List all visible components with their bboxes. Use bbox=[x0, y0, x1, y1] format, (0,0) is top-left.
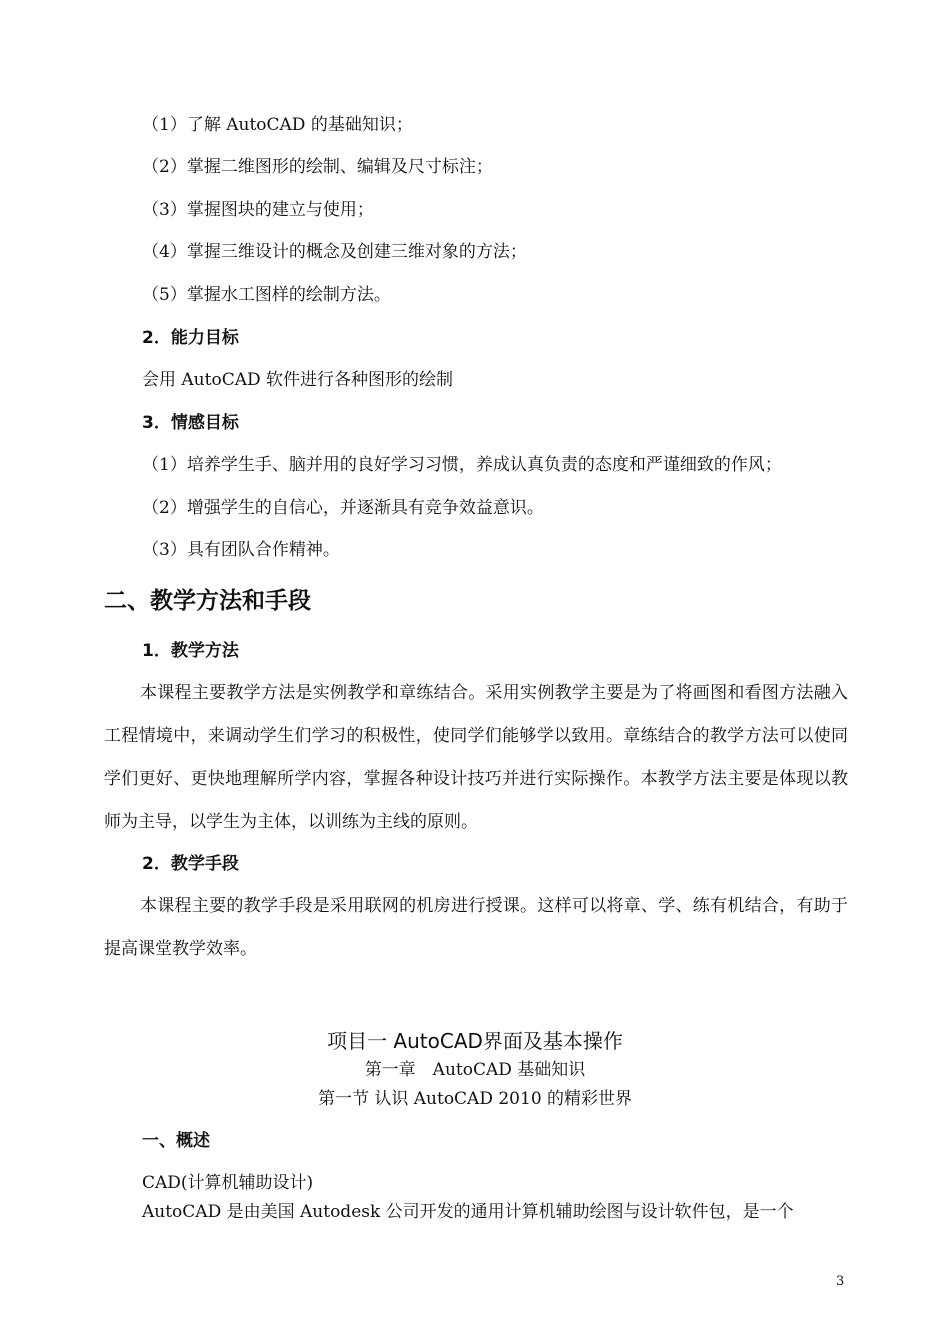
means-heading: 2．教学手段 bbox=[142, 854, 239, 874]
section-title: 第一节 认识 AutoCAD 2010 的精彩世界 bbox=[317, 1089, 633, 1109]
knowledge-goal-4: （4）掌握三维设计的概念及创建三维对象的方法； bbox=[142, 242, 527, 262]
cad-definition: CAD(计算机辅助设计) bbox=[142, 1173, 314, 1193]
knowledge-goal-1: （1）了解 AutoCAD 的基础知识； bbox=[142, 115, 413, 135]
emotion-goal-2: （2）增强学生的自信心，并逐渐具有竞争效益意识。 bbox=[142, 498, 544, 518]
method-paragraph bbox=[104, 672, 848, 844]
section-heading: 二、教学方法和手段 bbox=[104, 588, 311, 614]
chapter-title: 第一章 AutoCAD 基础知识 bbox=[364, 1060, 586, 1080]
ability-goal-heading: 2．能力目标 bbox=[142, 328, 239, 348]
knowledge-goal-5: （5）掌握水工图样的绘制方法。 bbox=[142, 285, 391, 305]
page-number: 3 bbox=[836, 1274, 845, 1289]
autocad-intro: AutoCAD 是由美国 Autodesk 公司开发的通用计算机辅助绘图与设计软件包，是一个 bbox=[142, 1202, 794, 1222]
emotion-goal-3: （3）具有团队合作精神。 bbox=[142, 540, 340, 560]
emotion-goal-heading: 3．情感目标 bbox=[142, 413, 239, 433]
emotion-goal-1: （1）培养学生手、脑并用的良好学习习惯，养成认真负责的态度和严谨细致的作风； bbox=[142, 455, 782, 475]
ability-goal-text: 会用 AutoCAD 软件进行各种图形的绘制 bbox=[142, 370, 454, 390]
method-heading: 1．教学方法 bbox=[142, 641, 239, 661]
method-text: 本课程主要教学方法是实例教学和章练结合。采用实例教学主要是为了将画图和看图方法融入工程情境中，来调动学生们学习的积极性，使同学们能够学以致用。章练结合的教学方法可以使同学们更好、更快地理解所学内容，掌握各种设计技巧并进行实际操作。本教学方法主要是体现以教师为主导，以学生为主体，以训练为主线的原则。 bbox=[104, 683, 848, 832]
knowledge-goal-3: （3）掌握图块的建立与使用； bbox=[142, 200, 374, 220]
overview-heading: 一、概述 bbox=[142, 1131, 210, 1151]
means-paragraph bbox=[104, 885, 848, 971]
knowledge-goal-2: （2）掌握二维图形的绘制、编辑及尺寸标注； bbox=[142, 157, 493, 177]
means-text: 本课程主要的教学手段是采用联网的机房进行授课。这样可以将章、学、练有机结合，有助于提高课堂教学效率。 bbox=[104, 896, 848, 959]
project-title: 项目一 AutoCAD界面及基本操作 bbox=[327, 1029, 623, 1053]
